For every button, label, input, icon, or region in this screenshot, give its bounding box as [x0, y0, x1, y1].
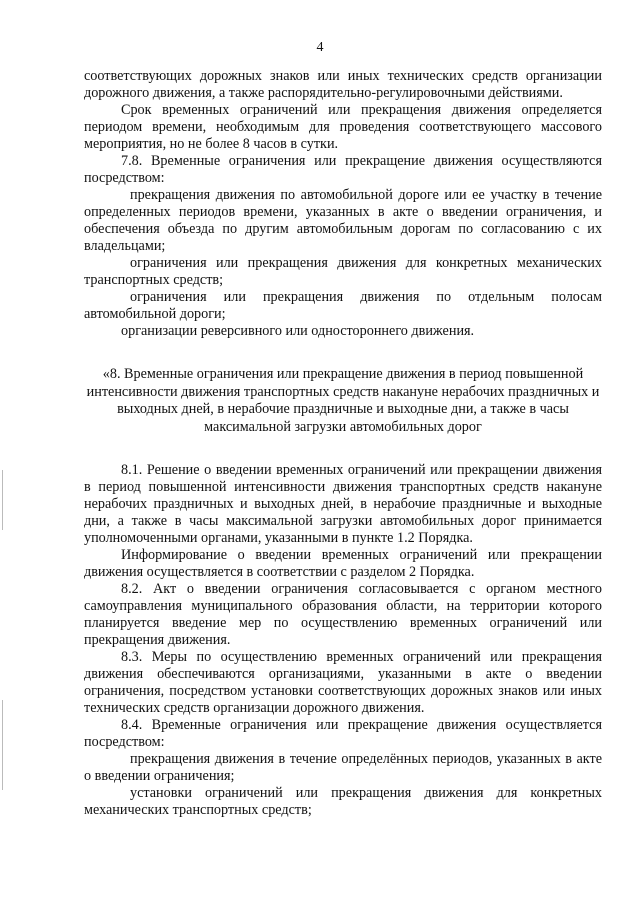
list-item: ограничения или прекращения движения по отдельным полосам автомобильной дороги; [84, 289, 602, 322]
paragraph-8-2: 8.2. Акт о введении ограничения согласовывается с органом местного самоуправления муниципального образования области, на территории которого планируется введение мер по осуществлению временных ограничений или прекращения движения. [84, 581, 602, 648]
paragraph: соответствующих дорожных знаков или иных технических средств организации дорожного движения, а также распорядительно-регулировочными действиями. [84, 68, 602, 101]
page-number: 4 [316, 40, 324, 55]
list-item: прекращения движения по автомобильной дороге или ее участку в течение определенных периодов времени, указанных в акте о введении ограничения, и обеспечения объезда по другим автомобильным дорогам по согласованию с их владельцами; [84, 187, 602, 254]
section-heading: «8. Временные ограничения или прекращение движения в период повышенной интенсивности движения транспортных средств накануне нерабочих праздничных и выходных дней, в нерабочие праздничные и выходные дни, а также в часы максимальной загрузки автомобильных дорог [86, 366, 600, 435]
paragraph-8-4: 8.4. Временные ограничения или прекращение движения осуществляется посредством: [84, 717, 602, 750]
list-item: прекращения движения в течение определённых периодов, указанных в акте о введении ограничения; [84, 751, 602, 784]
list-item: организации реверсивного или одностороннего движения. [121, 323, 475, 339]
paragraph-8-3: 8.3. Меры по осуществлению временных ограничений или прекращения движения обеспечиваются организациями, указанными в акте о введении ограничения, посредством установки соответствующих дорожных знаков или иных технических средств организации дорожного движения. [84, 649, 602, 716]
scan-edge-mark [2, 700, 3, 790]
list-item: установки ограничений или прекращения движения для конкретных механических транспортных средств; [84, 785, 602, 818]
paragraph: Информирование о введении временных ограничений или прекращении движения осуществляется в соответствии с разделом 2 Порядка. [84, 547, 602, 580]
list-item: ограничения или прекращения движения для конкретных механических транспортных средств; [84, 255, 602, 288]
paragraph-7-8: 7.8. Временные ограничения или прекращение движения осуществляются посредством: [84, 153, 602, 186]
paragraph-8-1: 8.1. Решение о введении временных ограничений или прекращении движения в период повышенной интенсивности движения транспортных средств накануне нерабочих праздничных и выходных дней, в нерабочие праздничные и выходные дни, а также в часы максимальной загрузки автомобильных дорог принимается уполномоченными органами, указанными в пункте 1.2 Порядка. [84, 462, 602, 546]
document-body [84, 68, 602, 819]
scan-edge-mark [2, 470, 3, 530]
paragraph: Срок временных ограничений или прекращения движения определяется периодом времени, необходимым для проведения соответствующего массового мероприятия, но не более 8 часов в сутки. [84, 102, 602, 152]
